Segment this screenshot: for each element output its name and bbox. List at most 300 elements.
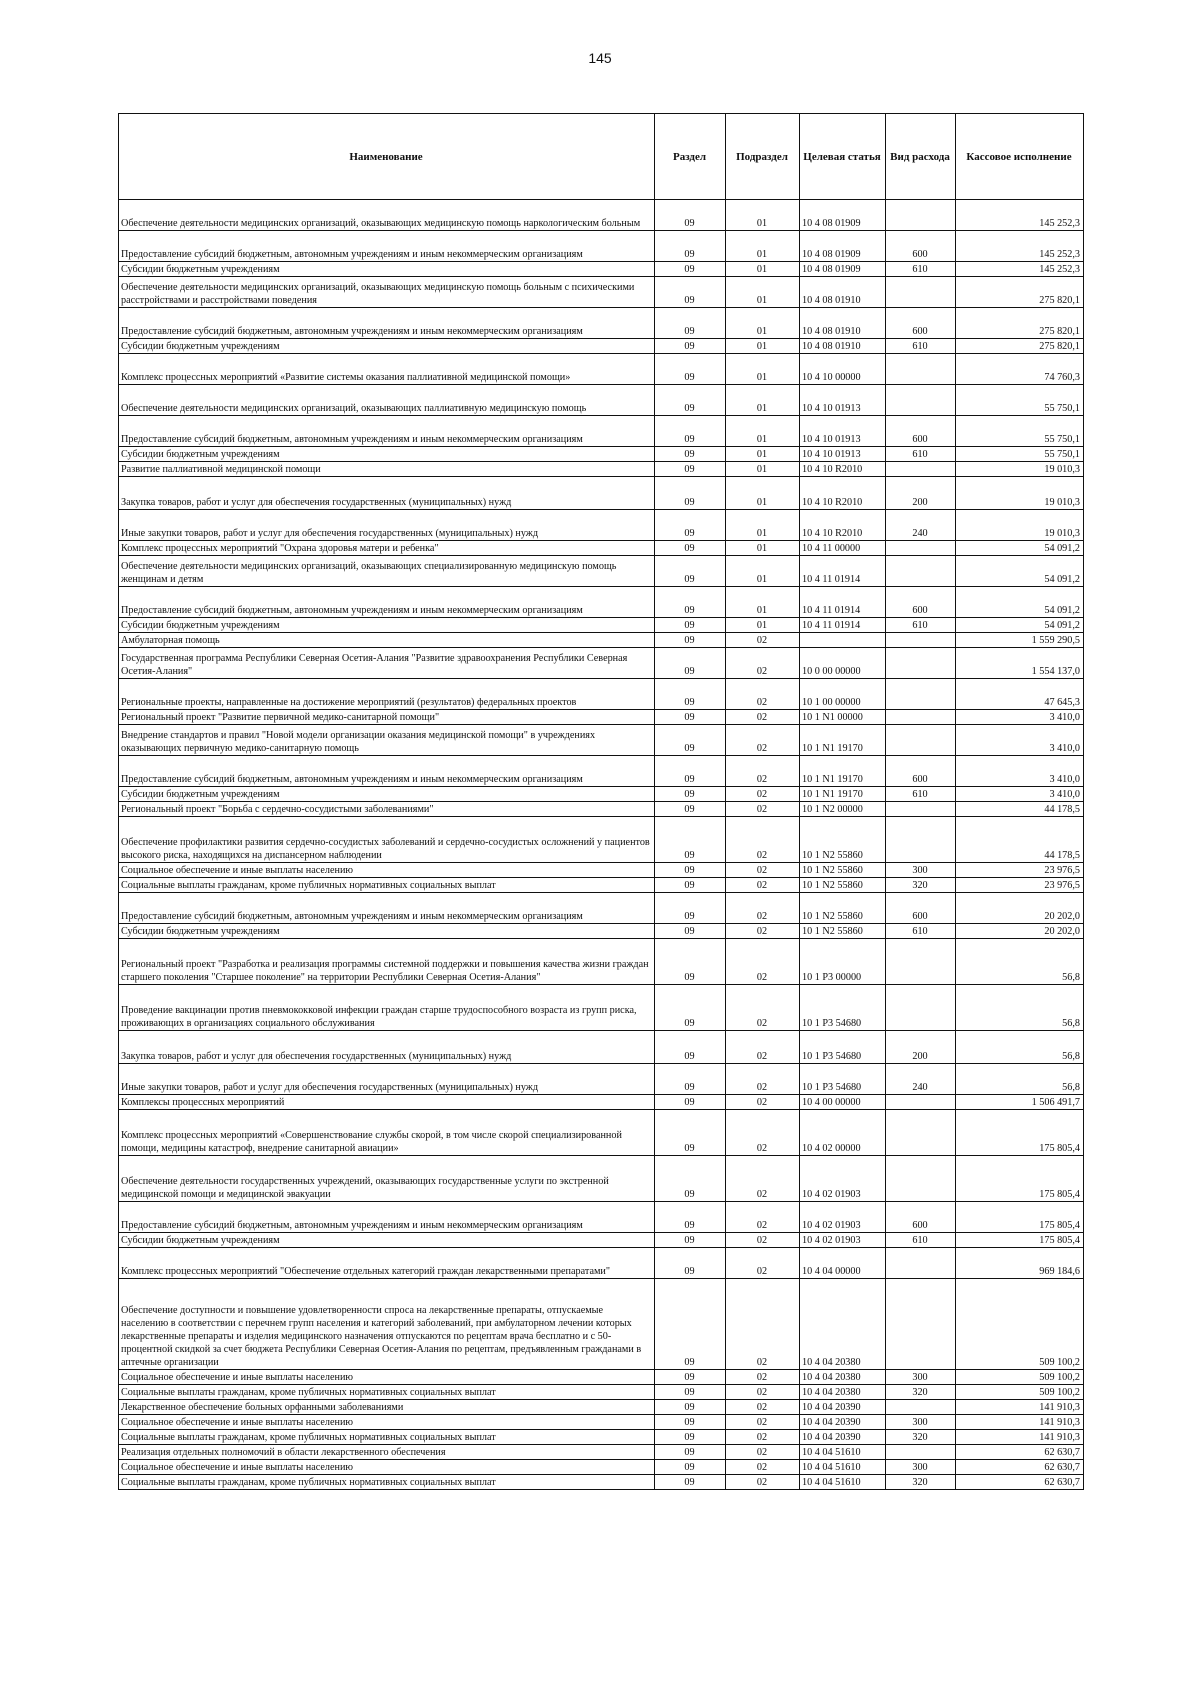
row-subsection: 02 xyxy=(726,633,800,648)
table-row xyxy=(119,262,1084,277)
row-target: 10 1 P3 54680 xyxy=(800,985,886,1031)
row-kind: 240 xyxy=(886,1064,956,1095)
row-amount: 175 805,4 xyxy=(956,1202,1084,1233)
row-amount: 47 645,3 xyxy=(956,679,1084,710)
row-section: 09 xyxy=(655,541,726,556)
row-name: Социальные выплаты гражданам, кроме публичных нормативных социальных выплат xyxy=(119,878,655,893)
row-section: 09 xyxy=(655,1095,726,1110)
row-section: 09 xyxy=(655,939,726,985)
row-amount: 20 202,0 xyxy=(956,924,1084,939)
row-kind xyxy=(886,985,956,1031)
row-subsection: 02 xyxy=(726,648,800,679)
row-section: 09 xyxy=(655,893,726,924)
row-amount: 44 178,5 xyxy=(956,802,1084,817)
row-kind xyxy=(886,817,956,863)
row-amount: 275 820,1 xyxy=(956,339,1084,354)
row-target: 10 4 00 00000 xyxy=(800,1095,886,1110)
row-amount: 175 805,4 xyxy=(956,1233,1084,1248)
row-kind: 610 xyxy=(886,924,956,939)
row-subsection: 01 xyxy=(726,416,800,447)
row-amount: 23 976,5 xyxy=(956,878,1084,893)
row-kind xyxy=(886,648,956,679)
row-section: 09 xyxy=(655,231,726,262)
row-target: 10 4 08 01910 xyxy=(800,277,886,308)
table-row xyxy=(119,939,1084,985)
row-name: Предоставление субсидий бюджетным, автономным учреждениям и иным некоммерческим организациям xyxy=(119,587,655,618)
row-target: 10 4 08 01909 xyxy=(800,262,886,277)
row-subsection: 02 xyxy=(726,893,800,924)
row-kind xyxy=(886,277,956,308)
row-section: 09 xyxy=(655,787,726,802)
row-target: 10 4 04 51610 xyxy=(800,1475,886,1490)
row-amount: 55 750,1 xyxy=(956,447,1084,462)
row-name: Обеспечение деятельности медицинских организаций, оказывающих медицинскую помощь наркологическим больным xyxy=(119,200,655,231)
row-amount: 56,8 xyxy=(956,985,1084,1031)
row-subsection: 02 xyxy=(726,1385,800,1400)
row-amount: 145 252,3 xyxy=(956,231,1084,262)
table-row xyxy=(119,985,1084,1031)
row-kind: 320 xyxy=(886,1430,956,1445)
row-subsection: 01 xyxy=(726,510,800,541)
row-kind: 610 xyxy=(886,618,956,633)
row-kind: 300 xyxy=(886,1370,956,1385)
row-target: 10 1 N2 00000 xyxy=(800,802,886,817)
row-amount: 175 805,4 xyxy=(956,1156,1084,1202)
row-target: 10 1 P3 54680 xyxy=(800,1064,886,1095)
row-kind xyxy=(886,939,956,985)
table-row xyxy=(119,354,1084,385)
row-subsection: 02 xyxy=(726,1445,800,1460)
table-row xyxy=(119,863,1084,878)
row-name: Предоставление субсидий бюджетным, автономным учреждениям и иным некоммерческим организациям xyxy=(119,416,655,447)
row-name: Комплекс процессных мероприятий "Охрана здоровья матери и ребенка" xyxy=(119,541,655,556)
table-row xyxy=(119,1475,1084,1490)
row-kind: 320 xyxy=(886,1385,956,1400)
table-row xyxy=(119,893,1084,924)
row-section: 09 xyxy=(655,1370,726,1385)
row-subsection: 01 xyxy=(726,541,800,556)
table-row xyxy=(119,878,1084,893)
table-row xyxy=(119,308,1084,339)
row-target: 10 1 N2 55860 xyxy=(800,878,886,893)
row-subsection: 02 xyxy=(726,1475,800,1490)
row-name: Государственная программа Республики Северная Осетия-Алания "Развитие здравоохранения Республики Северная Осетия-Алания" xyxy=(119,648,655,679)
row-target: 10 1 N1 19170 xyxy=(800,725,886,756)
row-kind xyxy=(886,354,956,385)
header-target: Целевая статья xyxy=(800,114,886,200)
row-amount: 1 554 137,0 xyxy=(956,648,1084,679)
row-amount: 145 252,3 xyxy=(956,200,1084,231)
row-amount: 145 252,3 xyxy=(956,262,1084,277)
header-kind: Вид расхода xyxy=(886,114,956,200)
row-subsection: 02 xyxy=(726,878,800,893)
row-amount: 54 091,2 xyxy=(956,618,1084,633)
row-name: Субсидии бюджетным учреждениям xyxy=(119,447,655,462)
row-section: 09 xyxy=(655,1031,726,1064)
row-subsection: 02 xyxy=(726,939,800,985)
row-amount: 3 410,0 xyxy=(956,787,1084,802)
row-kind: 610 xyxy=(886,339,956,354)
budget-table xyxy=(118,113,1084,1490)
row-kind: 300 xyxy=(886,863,956,878)
table-row xyxy=(119,385,1084,416)
row-subsection: 02 xyxy=(726,863,800,878)
table-row xyxy=(119,1400,1084,1415)
row-subsection: 01 xyxy=(726,231,800,262)
row-target: 10 4 08 01910 xyxy=(800,339,886,354)
table-row xyxy=(119,1248,1084,1279)
row-subsection: 02 xyxy=(726,1031,800,1064)
table-row xyxy=(119,1110,1084,1156)
row-name: Реализация отдельных полномочий в области лекарственного обеспечения xyxy=(119,1445,655,1460)
row-section: 09 xyxy=(655,1445,726,1460)
row-target: 10 4 11 01914 xyxy=(800,587,886,618)
row-name: Субсидии бюджетным учреждениям xyxy=(119,787,655,802)
row-name: Социальное обеспечение и иные выплаты населению xyxy=(119,1370,655,1385)
row-name: Социальное обеспечение и иные выплаты населению xyxy=(119,1415,655,1430)
row-kind xyxy=(886,200,956,231)
row-subsection: 01 xyxy=(726,447,800,462)
row-kind: 200 xyxy=(886,1031,956,1064)
row-section: 09 xyxy=(655,725,726,756)
row-kind xyxy=(886,725,956,756)
row-section: 09 xyxy=(655,679,726,710)
row-amount: 55 750,1 xyxy=(956,416,1084,447)
row-amount: 62 630,7 xyxy=(956,1445,1084,1460)
row-kind xyxy=(886,802,956,817)
row-section: 09 xyxy=(655,354,726,385)
row-target: 10 0 00 00000 xyxy=(800,648,886,679)
row-name: Субсидии бюджетным учреждениям xyxy=(119,1233,655,1248)
row-amount: 275 820,1 xyxy=(956,308,1084,339)
row-amount: 141 910,3 xyxy=(956,1415,1084,1430)
row-target: 10 4 10 01913 xyxy=(800,416,886,447)
row-subsection: 02 xyxy=(726,679,800,710)
header-amount: Кассовое исполнение xyxy=(956,114,1084,200)
row-kind xyxy=(886,710,956,725)
row-target: 10 1 N2 55860 xyxy=(800,863,886,878)
row-kind: 610 xyxy=(886,447,956,462)
row-target: 10 4 10 R2010 xyxy=(800,462,886,477)
header-subsection: Подраздел xyxy=(726,114,800,200)
row-name: Предоставление субсидий бюджетным, автономным учреждениям и иным некоммерческим организациям xyxy=(119,756,655,787)
row-name: Закупка товаров, работ и услуг для обеспечения государственных (муниципальных) нужд xyxy=(119,477,655,510)
row-name: Предоставление субсидий бюджетным, автономным учреждениям и иным некоммерческим организациям xyxy=(119,308,655,339)
row-subsection: 01 xyxy=(726,587,800,618)
row-target: 10 4 02 00000 xyxy=(800,1110,886,1156)
row-target: 10 4 04 00000 xyxy=(800,1248,886,1279)
table-row xyxy=(119,802,1084,817)
row-section: 09 xyxy=(655,308,726,339)
row-amount: 275 820,1 xyxy=(956,277,1084,308)
row-kind: 600 xyxy=(886,756,956,787)
row-name: Обеспечение профилактики развития сердечно-сосудистых заболеваний и сердечно-сосудистых осложнений у пациентов высокого риска, находящихся на диспансерном наблюдении xyxy=(119,817,655,863)
table-row xyxy=(119,817,1084,863)
row-name: Проведение вакцинации против пневмококковой инфекции граждан старше трудоспособного возраста из групп риска, проживающих в организациях социального обслуживания xyxy=(119,985,655,1031)
row-name: Субсидии бюджетным учреждениям xyxy=(119,618,655,633)
row-target: 10 4 04 20380 xyxy=(800,1370,886,1385)
row-kind: 600 xyxy=(886,416,956,447)
row-kind xyxy=(886,1279,956,1370)
row-section: 09 xyxy=(655,1110,726,1156)
row-target: 10 4 08 01910 xyxy=(800,308,886,339)
row-kind xyxy=(886,1156,956,1202)
row-name: Социальные выплаты гражданам, кроме публичных нормативных социальных выплат xyxy=(119,1385,655,1400)
row-target: 10 4 02 01903 xyxy=(800,1233,886,1248)
row-target: 10 4 10 00000 xyxy=(800,354,886,385)
row-subsection: 02 xyxy=(726,1156,800,1202)
row-kind: 600 xyxy=(886,1202,956,1233)
row-name: Предоставление субсидий бюджетным, автономным учреждениям и иным некоммерческим организациям xyxy=(119,231,655,262)
row-target: 10 4 10 01913 xyxy=(800,447,886,462)
row-section: 09 xyxy=(655,618,726,633)
table-row xyxy=(119,1385,1084,1400)
row-subsection: 02 xyxy=(726,817,800,863)
row-target: 10 4 08 01909 xyxy=(800,200,886,231)
row-amount: 509 100,2 xyxy=(956,1370,1084,1385)
row-amount: 44 178,5 xyxy=(956,817,1084,863)
row-section: 09 xyxy=(655,1430,726,1445)
row-target: 10 4 04 20390 xyxy=(800,1400,886,1415)
table-row xyxy=(119,1460,1084,1475)
table-row xyxy=(119,710,1084,725)
row-amount: 56,8 xyxy=(956,939,1084,985)
row-kind xyxy=(886,633,956,648)
row-subsection: 02 xyxy=(726,802,800,817)
row-subsection: 02 xyxy=(726,725,800,756)
row-kind xyxy=(886,385,956,416)
row-amount: 969 184,6 xyxy=(956,1248,1084,1279)
row-subsection: 02 xyxy=(726,1279,800,1370)
row-name: Социальные выплаты гражданам, кроме публичных нормативных социальных выплат xyxy=(119,1475,655,1490)
table-row xyxy=(119,200,1084,231)
row-name: Предоставление субсидий бюджетным, автономным учреждениям и иным некоммерческим организациям xyxy=(119,893,655,924)
row-subsection: 02 xyxy=(726,1415,800,1430)
row-subsection: 02 xyxy=(726,1460,800,1475)
row-name: Предоставление субсидий бюджетным, автономным учреждениям и иным некоммерческим организациям xyxy=(119,1202,655,1233)
row-kind: 240 xyxy=(886,510,956,541)
row-subsection: 01 xyxy=(726,262,800,277)
row-kind xyxy=(886,1110,956,1156)
row-subsection: 02 xyxy=(726,710,800,725)
row-kind xyxy=(886,462,956,477)
row-subsection: 02 xyxy=(726,924,800,939)
table-row xyxy=(119,541,1084,556)
row-kind xyxy=(886,541,956,556)
table-row xyxy=(119,1370,1084,1385)
row-name: Обеспечение деятельности медицинских организаций, оказывающих медицинскую помощь больным с психическими расстройствами и расстройствами поведения xyxy=(119,277,655,308)
row-amount: 54 091,2 xyxy=(956,556,1084,587)
row-kind: 600 xyxy=(886,308,956,339)
row-kind: 320 xyxy=(886,1475,956,1490)
row-subsection: 01 xyxy=(726,339,800,354)
row-target: 10 4 11 00000 xyxy=(800,541,886,556)
row-kind: 300 xyxy=(886,1460,956,1475)
row-target: 10 1 N2 55860 xyxy=(800,924,886,939)
row-name: Развитие паллиативной медицинской помощи xyxy=(119,462,655,477)
row-kind: 600 xyxy=(886,587,956,618)
row-section: 09 xyxy=(655,416,726,447)
row-name: Комплексы процессных мероприятий xyxy=(119,1095,655,1110)
row-name: Социальное обеспечение и иные выплаты населению xyxy=(119,863,655,878)
row-subsection: 01 xyxy=(726,462,800,477)
row-target: 10 4 04 51610 xyxy=(800,1460,886,1475)
row-subsection: 01 xyxy=(726,618,800,633)
row-amount: 55 750,1 xyxy=(956,385,1084,416)
row-name: Социальные выплаты гражданам, кроме публичных нормативных социальных выплат xyxy=(119,1430,655,1445)
row-subsection: 01 xyxy=(726,477,800,510)
row-amount: 141 910,3 xyxy=(956,1400,1084,1415)
row-name: Региональные проекты, направленные на достижение мероприятий (результатов) федеральных проектов xyxy=(119,679,655,710)
table-row xyxy=(119,1445,1084,1460)
table-header-row xyxy=(119,114,1084,200)
table-row xyxy=(119,756,1084,787)
row-section: 09 xyxy=(655,477,726,510)
table-row xyxy=(119,1233,1084,1248)
row-section: 09 xyxy=(655,1202,726,1233)
row-section: 09 xyxy=(655,924,726,939)
row-subsection: 02 xyxy=(726,1430,800,1445)
row-section: 09 xyxy=(655,1415,726,1430)
row-subsection: 02 xyxy=(726,756,800,787)
row-amount: 19 010,3 xyxy=(956,462,1084,477)
row-section: 09 xyxy=(655,385,726,416)
row-section: 09 xyxy=(655,648,726,679)
row-target: 10 1 00 00000 xyxy=(800,679,886,710)
row-name: Региональный проект "Развитие первичной медико-санитарной помощи" xyxy=(119,710,655,725)
row-section: 09 xyxy=(655,510,726,541)
table-row xyxy=(119,679,1084,710)
row-amount: 54 091,2 xyxy=(956,587,1084,618)
row-amount: 1 506 491,7 xyxy=(956,1095,1084,1110)
table-row xyxy=(119,618,1084,633)
row-amount: 20 202,0 xyxy=(956,893,1084,924)
table-row xyxy=(119,447,1084,462)
row-target: 10 4 10 R2010 xyxy=(800,510,886,541)
table-row xyxy=(119,1064,1084,1095)
table-row xyxy=(119,277,1084,308)
row-target: 10 4 02 01903 xyxy=(800,1202,886,1233)
row-target: 10 1 P3 00000 xyxy=(800,939,886,985)
row-target: 10 1 P3 54680 xyxy=(800,1031,886,1064)
row-subsection: 02 xyxy=(726,1248,800,1279)
row-section: 09 xyxy=(655,985,726,1031)
row-section: 09 xyxy=(655,262,726,277)
row-subsection: 02 xyxy=(726,1202,800,1233)
row-section: 09 xyxy=(655,1475,726,1490)
row-amount: 19 010,3 xyxy=(956,510,1084,541)
row-section: 09 xyxy=(655,817,726,863)
row-section: 09 xyxy=(655,277,726,308)
row-subsection: 02 xyxy=(726,1370,800,1385)
table-row xyxy=(119,587,1084,618)
row-target: 10 4 10 01913 xyxy=(800,385,886,416)
row-section: 09 xyxy=(655,756,726,787)
row-amount: 62 630,7 xyxy=(956,1475,1084,1490)
row-target: 10 1 N2 55860 xyxy=(800,817,886,863)
table-row xyxy=(119,1156,1084,1202)
row-name: Иные закупки товаров, работ и услуг для обеспечения государственных (муниципальных) нужд xyxy=(119,510,655,541)
row-target: 10 4 08 01909 xyxy=(800,231,886,262)
row-section: 09 xyxy=(655,1064,726,1095)
table-row xyxy=(119,725,1084,756)
header-section: Раздел xyxy=(655,114,726,200)
row-amount: 3 410,0 xyxy=(956,710,1084,725)
table-row xyxy=(119,1031,1084,1064)
row-amount: 509 100,2 xyxy=(956,1279,1084,1370)
row-amount: 141 910,3 xyxy=(956,1430,1084,1445)
row-section: 09 xyxy=(655,1460,726,1475)
row-section: 09 xyxy=(655,1279,726,1370)
row-amount: 509 100,2 xyxy=(956,1385,1084,1400)
row-subsection: 01 xyxy=(726,556,800,587)
row-amount: 3 410,0 xyxy=(956,725,1084,756)
row-target: 10 4 11 01914 xyxy=(800,556,886,587)
row-section: 09 xyxy=(655,447,726,462)
row-target: 10 4 04 20380 xyxy=(800,1279,886,1370)
row-section: 09 xyxy=(655,802,726,817)
row-subsection: 02 xyxy=(726,787,800,802)
row-name: Комплекс процессных мероприятий «Совершенствование службы скорой, в том числе скорой специализированной помощи, медицины катастроф, внедрение санитарной авиации» xyxy=(119,1110,655,1156)
row-subsection: 02 xyxy=(726,1233,800,1248)
row-section: 09 xyxy=(655,1385,726,1400)
row-subsection: 02 xyxy=(726,1095,800,1110)
row-section: 09 xyxy=(655,633,726,648)
row-kind: 320 xyxy=(886,878,956,893)
table-row xyxy=(119,556,1084,587)
row-subsection: 01 xyxy=(726,200,800,231)
row-kind: 600 xyxy=(886,231,956,262)
row-target: 10 1 N1 19170 xyxy=(800,787,886,802)
row-kind: 610 xyxy=(886,787,956,802)
row-kind: 610 xyxy=(886,262,956,277)
row-target: 10 1 N1 19170 xyxy=(800,756,886,787)
row-section: 09 xyxy=(655,462,726,477)
row-section: 09 xyxy=(655,1400,726,1415)
row-section: 09 xyxy=(655,1248,726,1279)
table-row xyxy=(119,1415,1084,1430)
row-target: 10 4 04 51610 xyxy=(800,1445,886,1460)
row-subsection: 01 xyxy=(726,354,800,385)
row-subsection: 01 xyxy=(726,277,800,308)
table-row xyxy=(119,1430,1084,1445)
table-row xyxy=(119,924,1084,939)
row-name: Региональный проект "Разработка и реализация программы системной поддержки и повышения качества жизни граждан старшего поколения "Старшее поколение" на территории Республики Северная Осетия-Алания" xyxy=(119,939,655,985)
row-name: Субсидии бюджетным учреждениям xyxy=(119,262,655,277)
row-subsection: 01 xyxy=(726,308,800,339)
row-name: Закупка товаров, работ и услуг для обеспечения государственных (муниципальных) нужд xyxy=(119,1031,655,1064)
row-target: 10 4 11 01914 xyxy=(800,618,886,633)
row-name: Субсидии бюджетным учреждениям xyxy=(119,924,655,939)
table-row xyxy=(119,416,1084,447)
row-kind: 200 xyxy=(886,477,956,510)
row-subsection: 02 xyxy=(726,1400,800,1415)
row-section: 09 xyxy=(655,710,726,725)
table-row xyxy=(119,648,1084,679)
row-amount: 3 410,0 xyxy=(956,756,1084,787)
row-name: Обеспечение деятельности государственных учреждений, оказывающих государственные услуги по экстренной медицинской помощи и медицинской эвакуации xyxy=(119,1156,655,1202)
row-subsection: 02 xyxy=(726,985,800,1031)
table-row xyxy=(119,787,1084,802)
table-row xyxy=(119,339,1084,354)
row-kind: 600 xyxy=(886,893,956,924)
row-target: 10 4 10 R2010 xyxy=(800,477,886,510)
table-row xyxy=(119,462,1084,477)
row-target: 10 4 04 20390 xyxy=(800,1415,886,1430)
row-subsection: 02 xyxy=(726,1110,800,1156)
table-row xyxy=(119,477,1084,510)
row-name: Иные закупки товаров, работ и услуг для обеспечения государственных (муниципальных) нужд xyxy=(119,1064,655,1095)
